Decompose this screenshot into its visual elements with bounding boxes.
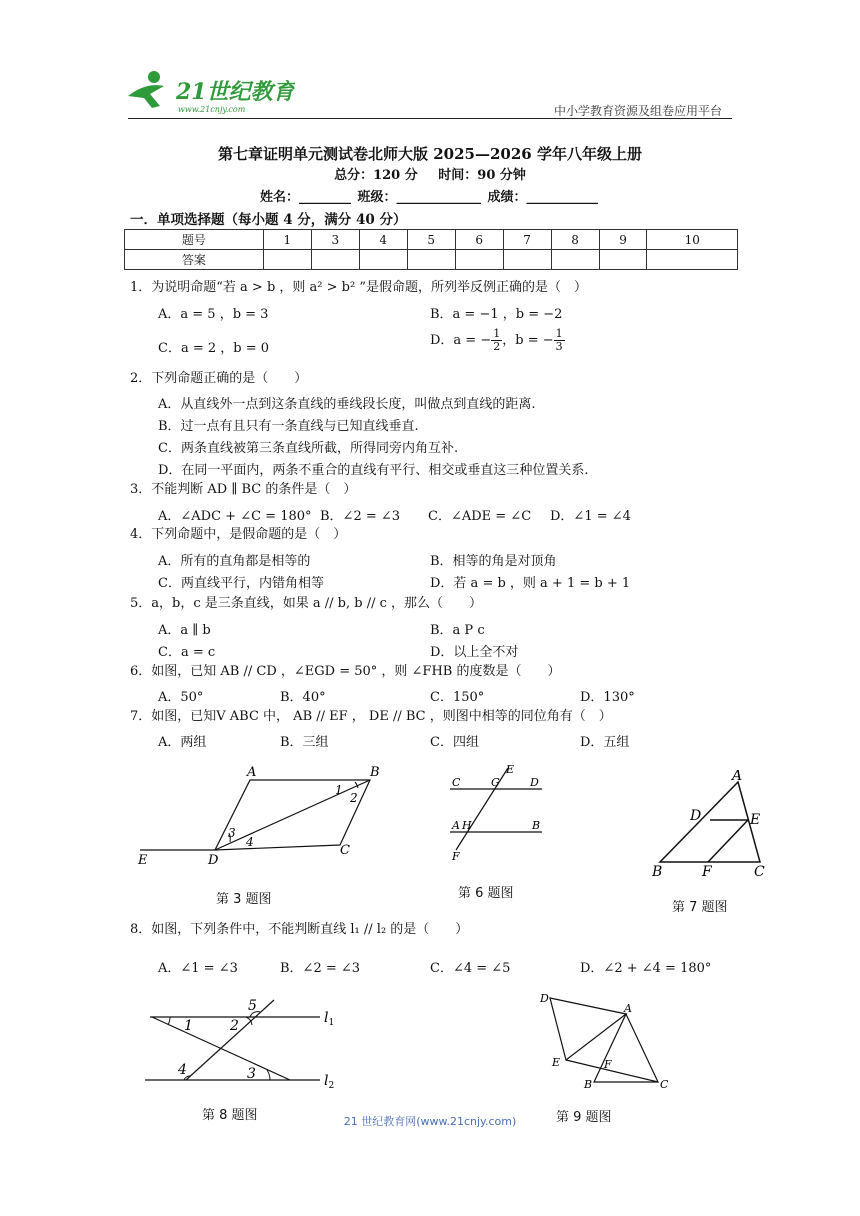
fraction [491, 328, 502, 353]
platform-name: 中小学教育资源及组卷应用平台 [553, 104, 722, 118]
fig3-label-c: C [340, 843, 350, 858]
q5-stem: 5．a，b，c 是三条直线，如果 a // b, b // c ，那么（ ） [130, 596, 483, 611]
table-cell: 3 [311, 230, 359, 250]
fig3-caption: 第 3 题图 [216, 892, 272, 907]
q4-option-c[interactable]: C．两直线平行，内错角相等 [158, 576, 324, 591]
class-field[interactable]: 班级：_____________ [357, 190, 481, 205]
q6-option-c[interactable]: C．150° [430, 690, 485, 705]
fig9-label-f: F [604, 1058, 612, 1071]
fraction [554, 328, 565, 353]
fig3-label-a: A [247, 765, 257, 780]
fig7-label-c: C [754, 864, 765, 880]
q7-option-b[interactable]: B．三组 [280, 735, 329, 750]
fig9-label-a: A [624, 1002, 632, 1015]
fig3-angle-1: 1 [335, 783, 343, 797]
q2-option-d[interactable]: D．在同一平面内，两条不重合的直线有平行、相交或垂直这三种位置关系. [158, 463, 589, 478]
q1-d-prefix: D．a = − [430, 333, 492, 349]
total-score: 总分：120 分 [334, 168, 418, 183]
fig6-label-e: E [506, 763, 515, 776]
q2-stem: 2．下列命题正确的是（ ） [130, 371, 308, 386]
figure-7 [648, 770, 772, 880]
fig9-caption: 第 9 题图 [556, 1110, 612, 1125]
q1-stem: 1．为说明命题“若 a > b ，则 a² > b² ”是假命题，所列举反例正确的是（ ） [130, 280, 587, 295]
fig6-label-f: F [452, 850, 460, 863]
fig3-angle-3: 3 [228, 826, 236, 840]
denominator: 2 [493, 340, 501, 354]
answer-cell[interactable] [647, 250, 738, 270]
fig8-label-l1 [324, 1010, 334, 1028]
l2-sub: 2 [328, 1081, 335, 1091]
figure-9 [536, 988, 676, 1094]
q5-option-c[interactable]: C．a = c [158, 645, 216, 660]
q2-option-b[interactable]: B．过一点有且只有一条直线与已知直线垂直. [158, 419, 419, 434]
table-cell: 10 [647, 230, 738, 250]
fig9-label-b: B [584, 1078, 593, 1091]
q6-stem: 6．如图，已知 AB // CD ，∠EGD = 50° ，则 ∠FHB 的度数是（ ） [130, 664, 561, 679]
q1-d-mid: ，b = − [502, 333, 554, 349]
l2-main: l [324, 1073, 329, 1089]
exam-time: 时间：90 分钟 [438, 168, 526, 183]
table-row [125, 250, 738, 270]
q1-option-c[interactable]: C．a = 2 ，b = 0 [158, 341, 270, 356]
fig7-label-e: E [750, 812, 761, 828]
logo-text: 21世纪教育 [176, 79, 295, 105]
fig3-label-b: B [370, 765, 380, 780]
fig8-angle-5: 5 [248, 998, 257, 1014]
table-cell: 8 [551, 230, 599, 250]
answer-cell[interactable] [503, 250, 551, 270]
q6-option-b[interactable]: B．40° [280, 690, 326, 705]
table-cell: 9 [599, 230, 647, 250]
q1-option-d[interactable] [430, 328, 565, 353]
table-cell: 题号 [125, 230, 264, 250]
table-cell: 5 [407, 230, 455, 250]
fig7-label-b: B [652, 864, 663, 880]
table-cell: 7 [503, 230, 551, 250]
fig3-angle-2: 2 [350, 791, 358, 805]
q1-option-b[interactable]: B．a = −1 ，b = −2 [430, 307, 563, 322]
answer-cell[interactable] [359, 250, 407, 270]
figure-3 [130, 760, 400, 870]
l1-sub: 1 [328, 1018, 335, 1028]
fig8-angle-3: 3 [247, 1066, 256, 1082]
answer-cell[interactable] [551, 250, 599, 270]
runner-icon [128, 71, 164, 108]
q7-option-a[interactable]: A．两组 [158, 735, 207, 750]
q7-option-c[interactable]: C．四组 [430, 735, 479, 750]
fig6-label-c: C [452, 776, 461, 789]
fig7-label-d: D [690, 808, 702, 824]
score-field[interactable]: 成绩：___________ [487, 190, 599, 205]
answer-cell[interactable] [311, 250, 359, 270]
fig9-label-c: C [660, 1078, 669, 1091]
q7-stem: 7．如图，已知V ABC 中， AB // EF ， DE // BC ，则图中相等的同位角有（ ） [130, 709, 612, 724]
l1-main: l [324, 1010, 329, 1026]
fig9-label-e: E [552, 1056, 561, 1069]
footer-link[interactable]: 21 世纪教育网(www.21cnjy.com) [343, 1115, 517, 1128]
q4-option-d[interactable]: D．若 a = b ，则 a + 1 = b + 1 [430, 576, 631, 591]
fig9-label-d: D [540, 992, 549, 1005]
fig6-label-d: D [530, 776, 539, 789]
fig6-label-g: G [491, 776, 500, 789]
table-cell: 4 [359, 230, 407, 250]
q8-option-a[interactable]: A．∠1 = ∠3 [158, 961, 238, 976]
site-logo [120, 66, 295, 116]
q3-option-d[interactable]: D．∠1 = ∠4 [550, 509, 631, 524]
figure-8 [140, 990, 350, 1095]
fig6-label-a: A [452, 819, 460, 832]
fig6-label-h: H [462, 819, 472, 832]
answer-table [124, 229, 738, 270]
answer-cell[interactable] [407, 250, 455, 270]
fig6-caption: 第 6 题图 [458, 886, 514, 901]
q6-option-d[interactable]: D．130° [580, 690, 635, 705]
q6-option-a[interactable]: A．50° [158, 690, 204, 705]
exam-title: 第七章证明单元测试卷北师大版 2025—2026 学年八年级上册 [218, 145, 642, 163]
logo-url: www.21cnjy.com [178, 105, 246, 114]
answer-cell[interactable] [263, 250, 311, 270]
q8-option-d[interactable]: D．∠2 + ∠4 = 180° [580, 961, 712, 976]
answer-cell[interactable] [599, 250, 647, 270]
q4-option-b[interactable]: B．相等的角是对顶角 [430, 554, 557, 569]
q1-option-a[interactable]: A．a = 5 ，b = 3 [158, 307, 269, 322]
q7-option-d[interactable]: D．五组 [580, 735, 630, 750]
q5-option-b[interactable]: B．a P c [430, 623, 485, 638]
fig8-angle-1: 1 [184, 1018, 193, 1034]
q8-option-b[interactable]: B．∠2 = ∠3 [280, 961, 361, 976]
exam-meta [0, 164, 860, 183]
fig7-label-f: F [702, 864, 712, 880]
numerator: 1 [555, 327, 563, 340]
table-cell: 1 [263, 230, 311, 250]
fig8-angle-2: 2 [230, 1018, 239, 1034]
q8-option-c[interactable]: C．∠4 = ∠5 [430, 961, 511, 976]
q4-option-a[interactable]: A．所有的直角都是相等的 [158, 554, 311, 569]
numerator: 1 [493, 327, 501, 340]
fig8-angle-4: 4 [178, 1062, 187, 1078]
q8-stem: 8．如图，下列条件中，不能判断直线 l₁ // l₂ 的是（ ） [130, 922, 469, 937]
fig3-label-e: E [138, 853, 148, 868]
q5-option-d[interactable]: D．以上全不对 [430, 645, 519, 660]
q3-option-a[interactable]: A．∠ADC + ∠C = 180° [158, 509, 312, 524]
student-info [0, 186, 860, 205]
q3-option-b[interactable]: B．∠2 = ∠3 [320, 509, 401, 524]
table-cell: 6 [455, 230, 503, 250]
q3-option-c[interactable]: C．∠ADE = ∠C [428, 509, 532, 524]
denominator: 3 [555, 340, 563, 354]
fig7-label-a: A [732, 770, 743, 784]
figure-6 [446, 762, 546, 866]
header-divider [128, 118, 732, 119]
q5-option-a[interactable]: A．a ∥ b [158, 623, 211, 638]
q2-option-a[interactable]: A．从直线外一点到这条直线的垂线段长度，叫做点到直线的距离. [158, 397, 536, 412]
table-row [125, 230, 738, 250]
fig7-caption: 第 7 题图 [672, 900, 728, 915]
fig3-label-d: D [208, 853, 219, 868]
answer-cell[interactable] [455, 250, 503, 270]
fig3-angle-4: 4 [246, 835, 254, 849]
fig8-label-l2 [324, 1073, 334, 1091]
q4-stem: 4．下列命题中，是假命题的是（ ） [130, 527, 347, 542]
answer-label: 答案 [125, 250, 264, 270]
q3-stem: 3．不能判断 AD ∥ BC 的条件是（ ） [130, 482, 357, 497]
fig8-caption: 第 8 题图 [202, 1108, 258, 1123]
section-heading: 一．单项选择题（每小题 4 分，满分 40 分） [130, 212, 407, 228]
name-field[interactable]: 姓名：________ [259, 190, 351, 205]
q2-option-c[interactable]: C．两条直线被第三条直线所截，所得同旁内角互补. [158, 441, 459, 456]
fig6-label-b: B [532, 819, 541, 832]
